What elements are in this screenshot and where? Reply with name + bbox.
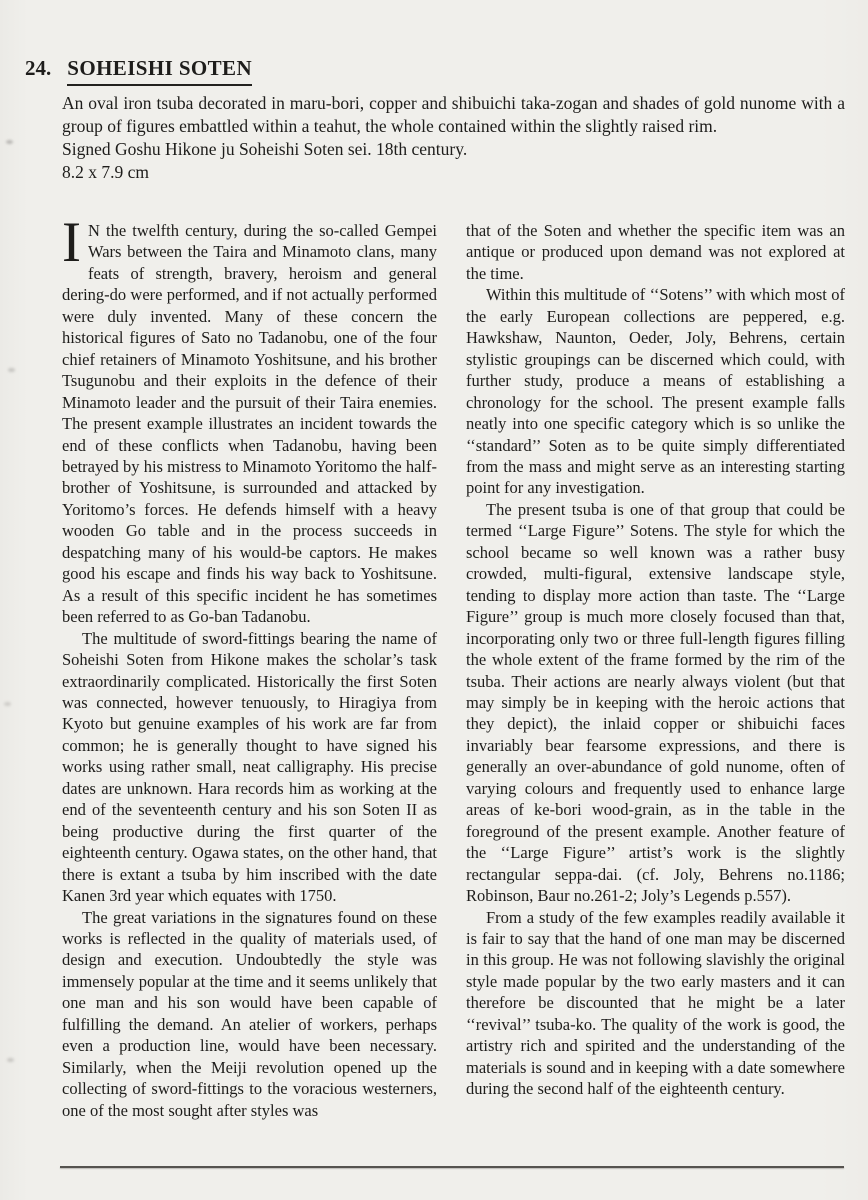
article-left-column [62, 211, 437, 1121]
entry-signature-line: Signed Goshu Hikone ju Soheishi Soten sei. 18th century. [62, 139, 468, 159]
footer-rule [60, 1166, 844, 1168]
entry-title: SOHEISHI SOTEN [67, 56, 252, 86]
paragraph: The great variations in the signatures found on these works is reflected in the quality of materials used, of design and execution. Undoubtedly the style was immensely popular at the time and it seems unlikely that one man and his son would have been capable of fulfilling the demand. An atelier of workers, perhaps even a production line, would have been necessary. Similarly, when the Meiji revolution opened up the collecting of sword-fittings to the voracious westerners, one of the most sought after styles was [62, 907, 437, 1120]
entry-description [62, 92, 845, 184]
paragraph: The multitude of sword-fittings bearing the name of Soheishi Soten from Hikone makes the scholar’s task extraordinarily complicated. Historically the first Soten was connected, however tenuously, to Hiragiya from Kyoto but genuine examples of his work are far from common; he is generally thought to have signed his works using rather small, neat calligraphy. His precise dates are unknown. Hara records him as working at the end of the seventeenth century and his son Soten II as being productive during the first quarter of the eighteenth century. Ogawa states, on the other hand, that there is extant a tsuba by him inscribed with the date Kanen 3rd year which equates with 1750. [62, 628, 437, 906]
article-right-column [466, 220, 845, 1121]
entry-dimensions: 8.2 x 7.9 cm [62, 162, 150, 182]
entry-number: 24. [25, 56, 52, 80]
drop-cap-letter: I [62, 211, 81, 274]
paragraph: Within this multitude of ‘‘Sotens’’ with which most of the early European collections are peppered, e.g. Hawkshaw, Naunton, Oeder, Joly, Behrens, certain stylistic groupings can be discerned which could, with further study, produce a means of establishing a chronology for the school. The present example falls neatly into one specific category which is so unlike the ‘‘standard’’ Soten as to be quite simply differentiated from the mass and might serve as an interesting starting point for any investigation. [466, 285, 845, 498]
paragraph: that of the Soten and whether the specific item was an antique or produced upon demand was not explored at the time. [466, 221, 845, 283]
paragraph: From a study of the few examples readily available it is fair to say that the hand of one man may be discerned in this group. He was not following slavishly the original style made popular by the two early masters and it can therefore be discounted that he might be a later ‘‘revival’’ tsuba-ko. The quality of the work is good, the artistry rich and spirited and the understanding of the materials is sound and in keeping with a date somewhere during the second half of the eighteenth century. [466, 907, 845, 1099]
paragraph: The present tsuba is one of that group that could be termed ‘‘Large Figure’’ Sotens. The style for which the school became so well known was a rather busy crowded, multi-figural, extensive landscape style, tending to display more action than taste. The ‘‘Large Figure’’ group is much more closely focused than that, incorporating only two or three full-length figures filling the whole extent of the frame formed by the rim of the tsuba. Their actions are nearly always violent (but that may simply be in keeping with the heroic actions that they depict), the inlaid copper or shibuichi faces invariably bear fearsome expressions, and there is generally an over-abundance of gold nunome, often of varying colours and frequently used to enhance large areas of ke-bori wood-grain, as in the table in the foreground of the present example. Another feature of the ‘‘Large Figure’’ artist’s work is the slightly rectangular seppa-dai. (cf. Joly, Behrens no.1186; Robinson, Baur no.261-2; Joly’s Legends p.557). [466, 499, 845, 906]
entry-description-text: An oval iron tsuba decorated in maru-bori, copper and shibuichi taka-zogan and shades of gold nunome with a group of figures embattled within a teahut, the whole contained within the slightly raised rim. [62, 93, 845, 136]
paragraph [62, 211, 437, 628]
entry-header [25, 56, 252, 86]
paragraph-text: N the twelfth century, during the so-called Gempei Wars between the Taira and Minamoto clans, many feats of strength, bravery, heroism and general dering-do were performed, and if not actually performed were duly invented. Many of these concern the historical figures of Sato no Tadanobu, one of the four chief retainers of Minamoto Yoshitsune, and his brother Tsugunobu and their exploits in the defence of their Minamoto leader and the pursuit of their Taira enemies. The present example illustrates an incident towards the end of these conflicts when Tadanobu, having been betrayed by his mistress to Minamoto Yoritomo the half-brother of Yoshitsune, is surrounded and attacked by Yoritomo’s forces. He defends himself with a heavy wooden Go table and in the process succeeds in despatching many of his would-be captors. He makes good his escape and finds his way back to Yoshitsune. As a result of this specific incident he has sometimes been referred to as Go-ban Tadanobu. [62, 221, 437, 627]
article-body [62, 211, 845, 1121]
